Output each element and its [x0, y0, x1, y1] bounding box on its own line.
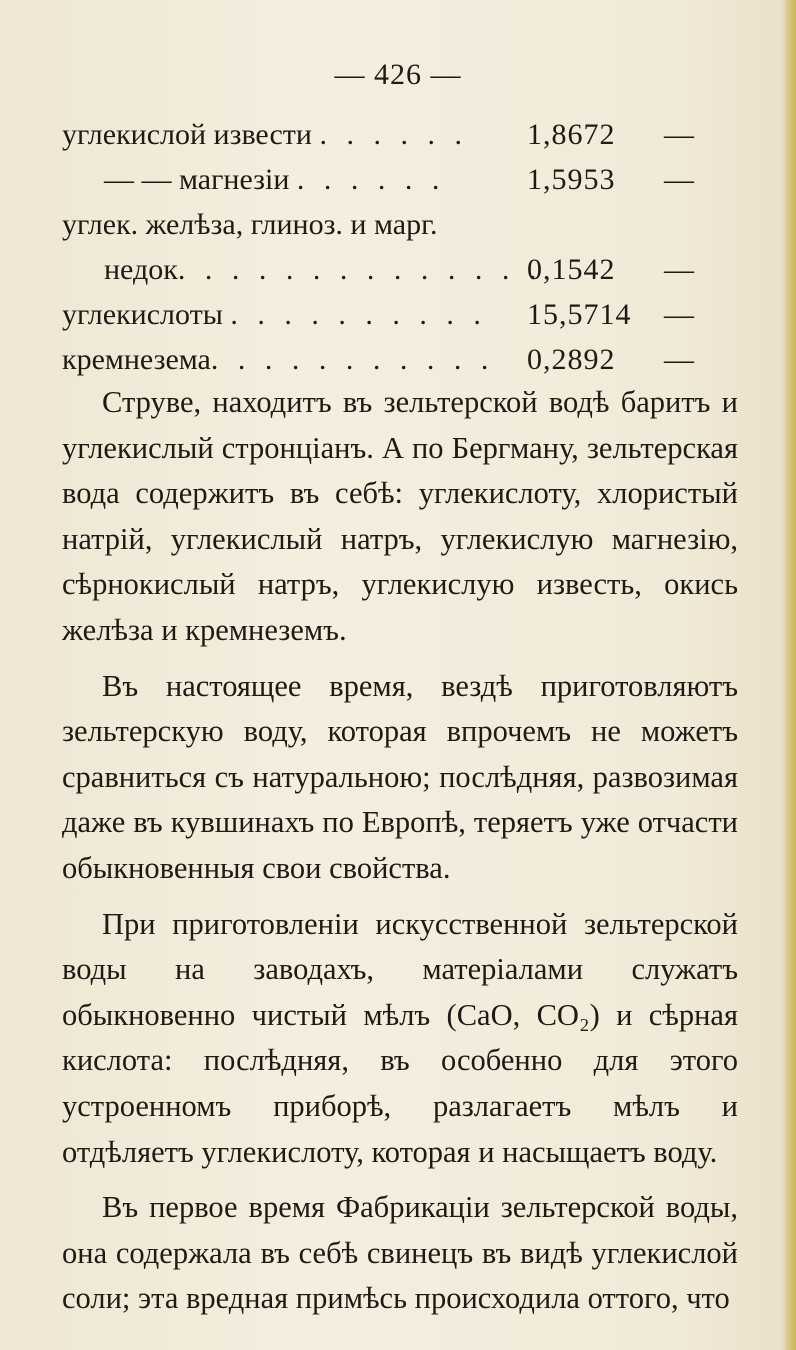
row-label: углекислой извести . . . . . . [62, 118, 468, 151]
row-dash: — [664, 298, 694, 331]
row-value: 0,2892 [527, 343, 616, 376]
row-label: кремнезема. . . . . . . . . . . [62, 343, 495, 376]
table-row [62, 112, 722, 157]
composition-table [62, 112, 722, 382]
row-label: — — магнезіи . . . . . . [104, 163, 446, 196]
table-row [62, 337, 722, 382]
paragraph: При приготовленіи искусственной зельтерской воды на заводахъ, матеріалами служатъ обыкновенно чистый мѣлъ (CaO, CO₂) и сѣрная кислота: послѣдняя, въ особенно для этого устроенномъ приборѣ, разлагаетъ мѣлъ и отдѣляетъ углекислоту, которая и насыщаетъ воду. [62, 906, 738, 1169]
row-value: 1,8672 [527, 118, 616, 151]
row-label: недок. . . . . . . . . . . . . . [104, 253, 543, 286]
paragraph: Въ первое время Фабрикаціи зельтерской воды, она содержала въ себѣ свинецъ въ видѣ углекислой соли; эта вредная примѣсь происходила оттого, что [62, 1190, 738, 1316]
paragraph: Струве, находитъ въ зельтерской водѣ баритъ и углекислый стронціанъ. А по Бергману, зельтерская вода содержитъ въ себѣ: углекислоту, хлористый натрій, углекислый натръ, углекислую магнезію, сѣрнокислый натръ, углекислую известь, окись желѣза и кремнеземъ. [62, 385, 738, 647]
row-dash: — [664, 253, 694, 286]
row-value: 1,5953 [527, 163, 616, 196]
body-text [62, 380, 738, 1332]
row-value: 0,1542 [527, 253, 616, 286]
table-row [62, 202, 722, 247]
page-number: — 426 — [334, 58, 462, 91]
row-dash: — [664, 118, 694, 151]
row-label: углек. желѣза, глиноз. и марг. [62, 208, 438, 241]
table-row [62, 292, 722, 337]
paragraph: Въ настоящее время, вездѣ приготовляютъ зельтерскую воду, которая впрочемъ не можетъ сравниться съ натуральною; послѣдняя, развозимая даже въ кувшинахъ по Европѣ, теряетъ уже отчасти обыкновенныя свои свойства. [62, 668, 738, 885]
table-row [62, 157, 722, 202]
page-edge [782, 0, 796, 1350]
row-dash: — [664, 343, 694, 376]
row-value: 15,5714 [527, 298, 632, 331]
row-dash: — [664, 163, 694, 196]
row-label: углекислоты . . . . . . . . . . [62, 298, 487, 331]
table-row [62, 247, 722, 292]
